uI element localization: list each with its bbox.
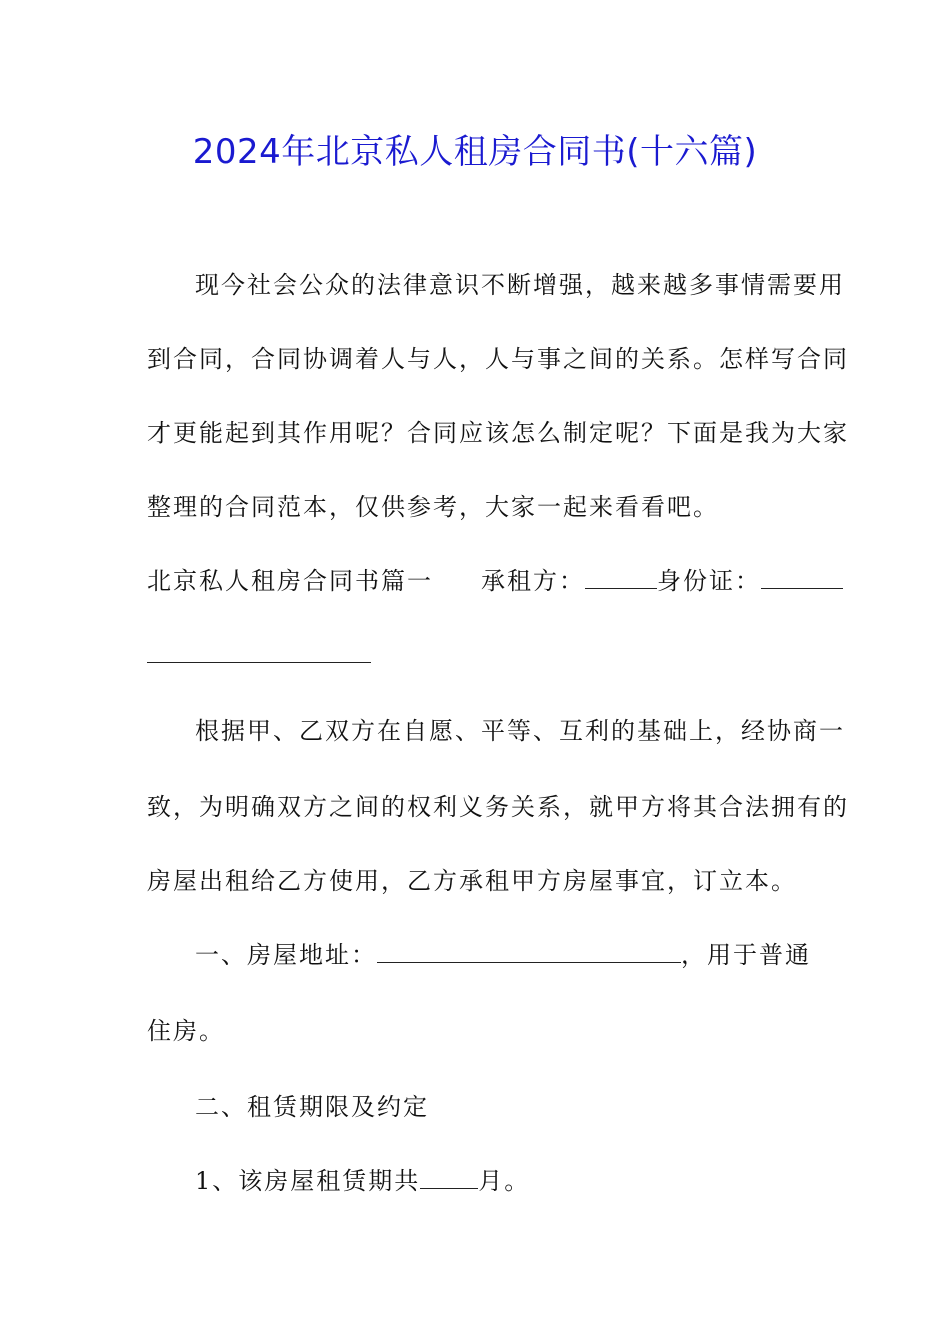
- id-blank-continued: [147, 640, 371, 663]
- address-blank: [377, 940, 681, 963]
- basis-line-1: 根据甲、乙双方在自愿、平等、互利的基础上，经协商一: [195, 717, 845, 745]
- id-blank-continued-row: [147, 638, 807, 672]
- item-1-prefix: 1、该房屋租赁期共: [195, 1167, 421, 1195]
- intro-line-4: 整理的合同范本，仅供参考，大家一起来看看吧。: [147, 493, 719, 521]
- intro-line-3: 才更能起到其作用呢？合同应该怎么制定呢？下面是我为大家: [147, 419, 849, 447]
- clause-1-cont: 住房。: [147, 1017, 225, 1045]
- tenant-blank: [585, 566, 657, 589]
- months-blank: [420, 1166, 478, 1189]
- item-1-row: [147, 1164, 855, 1198]
- clause-1-label: 一、房屋地址：: [195, 941, 377, 969]
- item-1-suffix: 月。: [478, 1167, 531, 1195]
- chapter-heading: 北京私人租房合同书篇一: [147, 567, 433, 595]
- basis-line-2: 致，为明确双方之间的权利义务关系，就甲方将其合法拥有的: [147, 793, 849, 821]
- intro-line-1: 现今社会公众的法律意识不断增强，越来越多事情需要用: [195, 271, 845, 299]
- id-label: 身份证：: [657, 567, 761, 595]
- tenant-label: 承租方：: [481, 567, 585, 595]
- clause-2: 二、租赁期限及约定: [195, 1093, 429, 1121]
- document-title: 2024年北京私人租房合同书(十六篇): [192, 132, 758, 172]
- id-blank: [761, 566, 843, 589]
- clause-1-suffix: ，用于普通: [681, 941, 811, 969]
- basis-line-3: 房屋出租给乙方使用，乙方承租甲方房屋事宜，订立本。: [147, 867, 797, 895]
- clause-1-row: [147, 938, 855, 972]
- chapter-heading-row: [147, 564, 807, 598]
- intro-line-2: 到合同，合同协调着人与人，人与事之间的关系。怎样写合同: [147, 345, 849, 373]
